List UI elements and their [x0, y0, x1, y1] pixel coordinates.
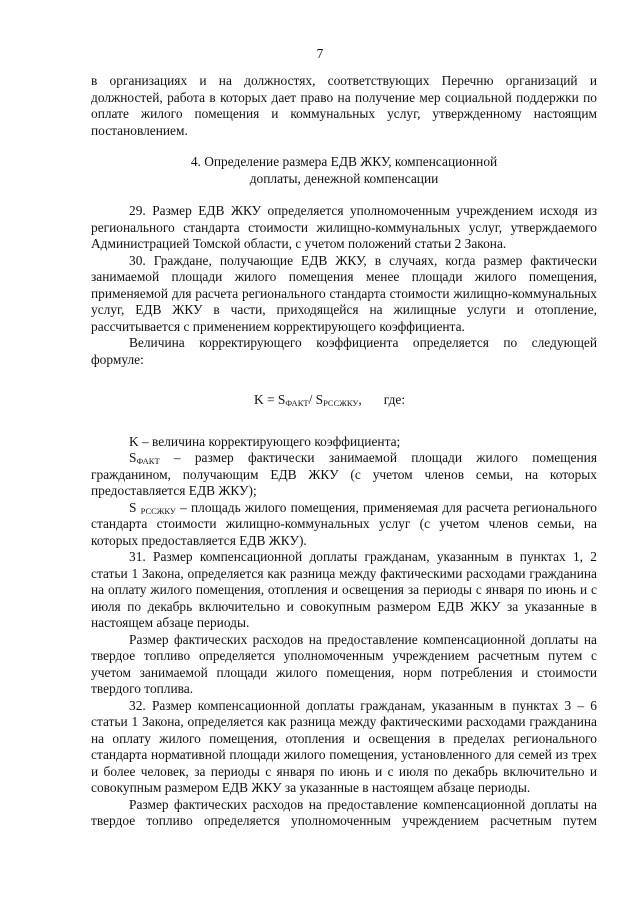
definition-s-fakt-sub: ФАКТ — [136, 456, 160, 466]
definition-s-rss — [91, 500, 597, 550]
paragraph-31-second: Размер фактических расходов на предоставление компенсационной доплаты на твердое топливо определяется уполномоченным учреждением расчетным путем с учетом занимаемой площади жилого помещения, норм потребления и стоимости твердого топлива. — [91, 631, 597, 696]
paragraph-30: 30. Граждане, получающие ЕДВ ЖКУ, в случаях, когда размер фактически занимаемой площади жилого помещения менее площади жилого помещения, применяемой для расчета регионального стандарта стоимости жилищно-коммунальных услуг, ЕДВ ЖКУ в части, приходящейся на жилищные услуги и отопление, рассчитывается с применением корректирующего коэффициента. — [91, 252, 597, 334]
paragraph-32: 32. Размер компенсационной доплаты гражданам, указанным в пунктах 3 – 6 статьи 1 Закона, определяется как разница между фактическими расходами гражданина на оплату жилого помещения, отопления и освещения в пределах регионального стандарта нормативной площади жилого помещения, установленного для семей из трех и более человек, за периоды с января по июнь и с июля по декабрь включительно и совокупным размером ЕДВ ЖКУ за указанные в настоящем абзаце периоды. — [91, 697, 597, 795]
paragraph-31: 31. Размер компенсационной доплаты гражданам, указанным в пунктах 1, 2 статьи 1 Закона, определяется как разница между фактическими расходами гражданина на оплату жилого помещения, отопления и освещения за периоды с января по июнь и с июля по декабрь включительно и совокупным размером ЕДВ ЖКУ за указанные в настоящем абзаце периоды. — [91, 549, 597, 630]
definition-k: K – величина корректирующего коэффициента; — [129, 433, 401, 449]
definition-s-fakt-symbol: S — [129, 450, 137, 465]
document-body — [91, 73, 597, 830]
section-heading — [91, 154, 597, 187]
definition-s-fakt — [91, 450, 597, 500]
formula-lhs: K = S — [254, 392, 286, 407]
definition-s-fakt-text: – размер фактически занимаемой площади жилого помещения гражданином, получающим ЕДВ ЖКУ (с учетом членов семьи, на которых предоставляется ЕДВ ЖКУ); — [91, 450, 597, 498]
page-number: 7 — [316, 46, 324, 61]
definition-s-rss-text: – площадь жилого помещения, применяемая для расчета регионального стандарта стоимости жилищно-коммунальных услуг (с учетом членов семьи, на которых предоставляется ЕДВ ЖКУ). — [91, 499, 597, 548]
definition-s-rss-sub: РССЖКУ — [140, 505, 176, 516]
paragraph-29: 29. Размер ЕДВ ЖКУ определяется уполномоченным учреждением исходя из регионального стандарта стоимости жилищно-коммунальных услуг, утверждаемого Администрацией Томской области, с учетом положений статьи 2 Закона. — [91, 203, 597, 251]
paragraph-coefficient: Величина корректирующего коэффициента определяется по следующей формуле: — [91, 335, 597, 367]
formula-sub-fakt: ФАКТ — [285, 398, 309, 408]
formula — [91, 392, 597, 409]
definition-s-rss-symbol: S — [129, 499, 137, 515]
formula-slash: / S — [308, 392, 324, 407]
section-heading-line2: доплаты, денежной компенсации — [249, 170, 439, 186]
formula-sub-rss: РССЖКУ — [323, 398, 359, 408]
intro-paragraph: в организациях и на должностях, соответствующих Перечню организаций и должностей, работа в которых дает право на получение мер социальной поддержки по оплате жилого помещения и коммунальных услуг, утвержденному настоящим постановлением. — [91, 73, 597, 138]
paragraph-32-second: Размер фактических расходов на предоставление компенсационной доплаты на твердое топливо определяется уполномоченным учреждением расчетным путем — [91, 796, 597, 828]
section-heading-line1: 4. Определение размера ЕДВ ЖКУ, компенсационной — [190, 154, 498, 169]
formula-where: где: — [383, 392, 406, 407]
formula-comma: , — [358, 392, 362, 407]
